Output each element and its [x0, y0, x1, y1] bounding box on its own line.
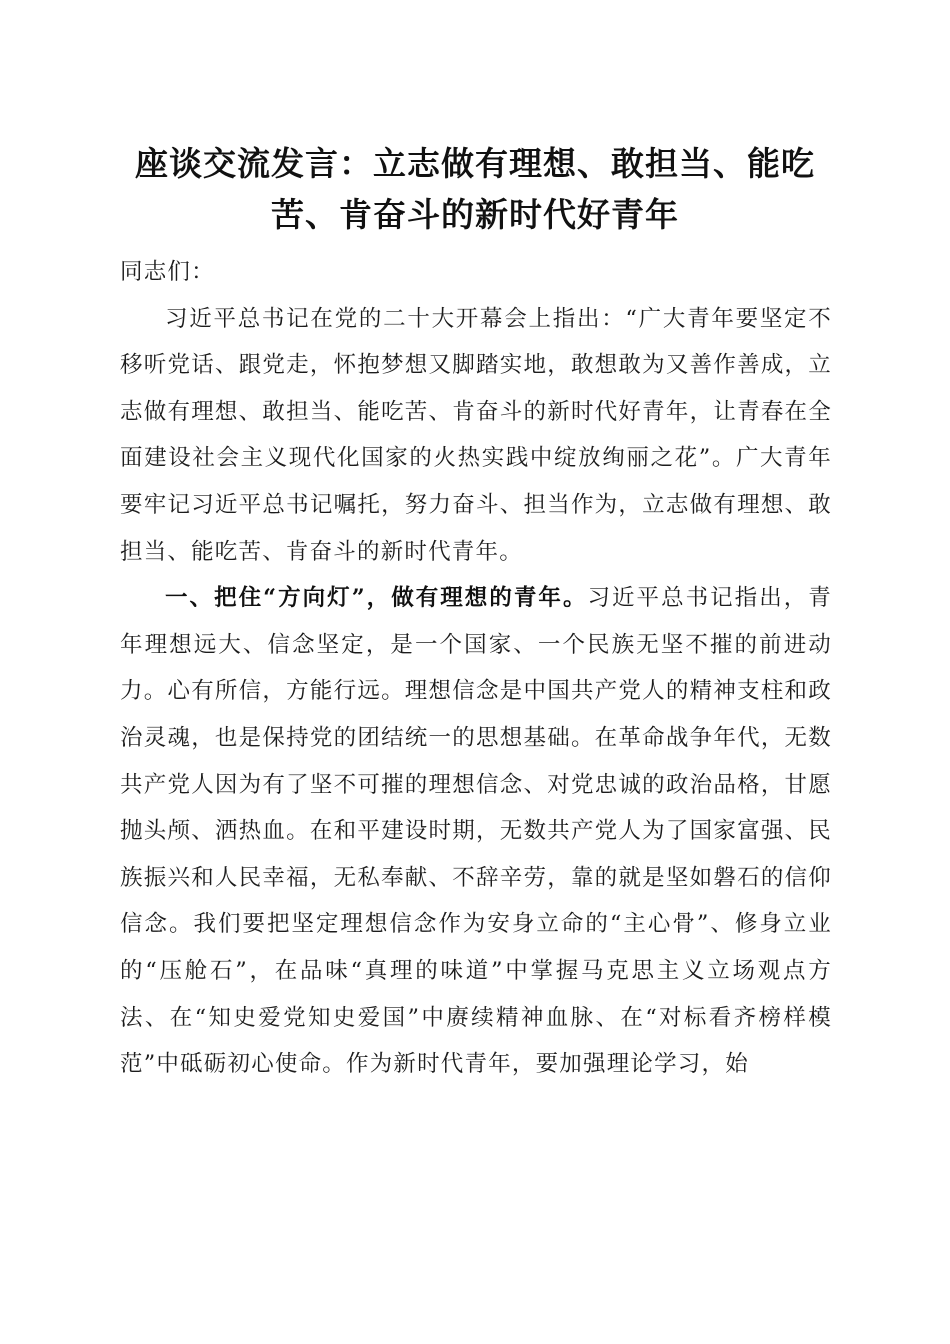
title-line-2: 苦、肯奋斗的新时代好青年 — [271, 195, 679, 234]
paragraph-intro: 习近平总书记在党的二十大开幕会上指出：“广大青年要坚定不移听党话、跟党走，怀抱梦想又脚踏实地，敢想敢为又善作善成，立志做有理想、敢担当、能吃苦、肯奋斗的新时代好青年，让青春在全面建设社会主义现代化国家的火热实践中绽放绚丽之花”。广大青年要牢记习近平总书记嘱托，努力奋斗、担当作为，立志做有理想、敢担当、能吃苦、肯奋斗的新时代青年。 — [120, 305, 832, 565]
paragraph-section-1 — [120, 575, 832, 1088]
salutation: 同志们： — [120, 259, 215, 285]
section-1-heading: 一、把住“方向灯”，做有理想的青年。 — [165, 585, 588, 612]
title-line-1: 座谈交流发言：立志做有理想、敢担当、能吃 — [135, 144, 815, 183]
section-1-text: 习近平总书记指出，青年理想远大、信念坚定，是一个国家、一个民族无坚不摧的前进动力。心有所信，方能行远。理想信念是中国共产党人的精神支柱和政治灵魂，也是保持党的团结统一的思想基础。在革命战争年代，无数共产党人因为有了坚不可摧的理想信念、对党忠诚的政治品格，甘愿抛头颅、洒热血。在和平建设时期，无数共产党人为了国家富强、民族振兴和人民幸福，无私奉献、不辞辛劳，靠的就是坚如磐石的信仰信念。我们要把坚定理想信念作为安身立命的“主心骨”、修身立业的“压舱石”，在品味“真理的味道”中掌握马克思主义立场观点方法、在“知史爱党知史爱国”中赓续精神血脉、在“对标看齐榜样模范”中砥砺初心使命。作为新时代青年，要加强理论学习，始 — [120, 585, 832, 1078]
document-title — [110, 138, 840, 240]
document-body — [120, 249, 832, 1088]
